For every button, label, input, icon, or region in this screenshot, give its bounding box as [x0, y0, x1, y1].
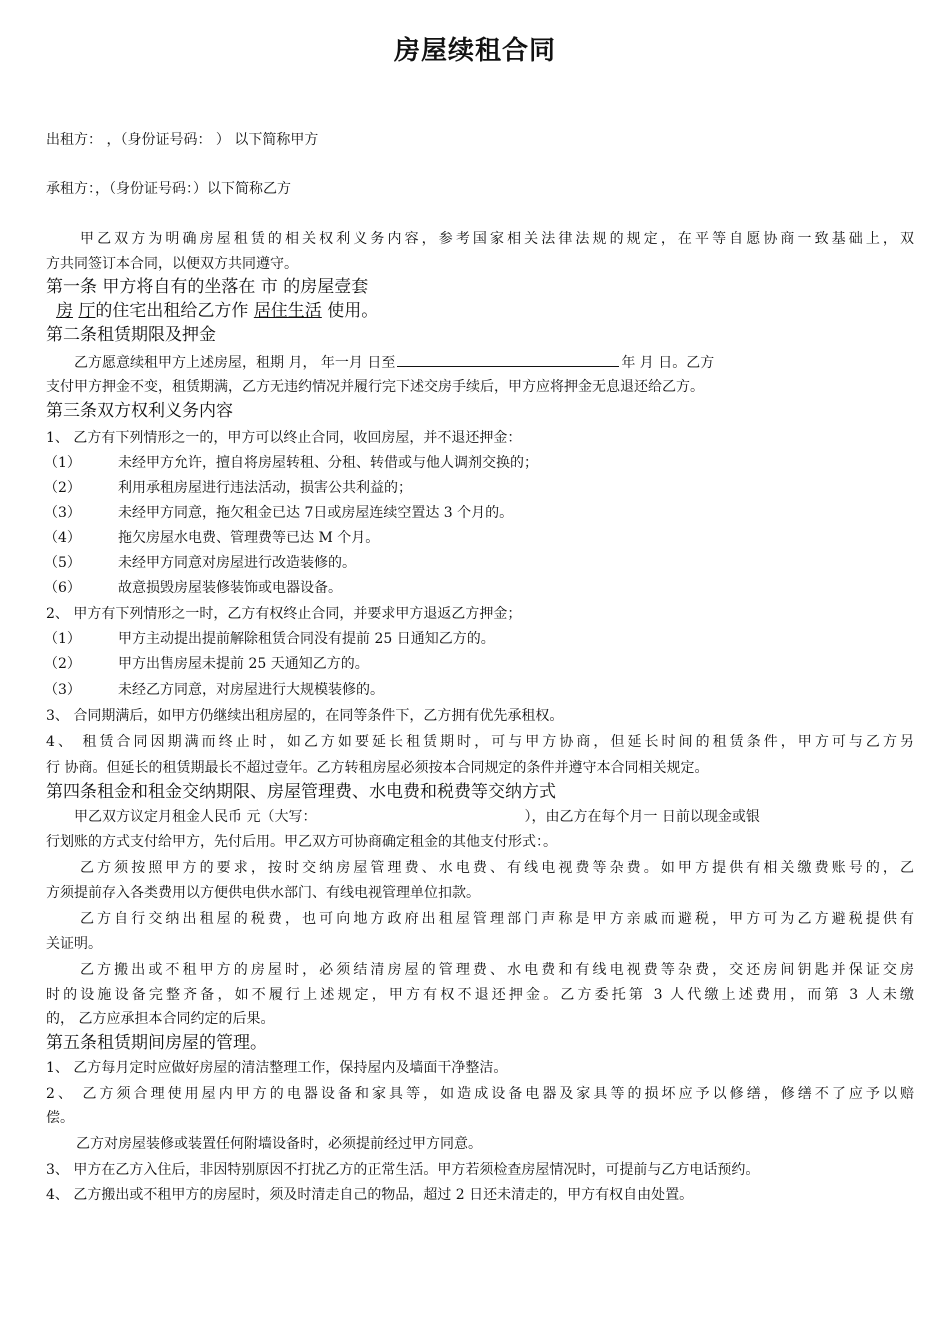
list-item: （6） 故意损毁房屋装修装饰或电器设备。: [44, 580, 342, 596]
list-item: （3） 未经甲方同意，拖欠租金已达 7日或房屋连续空置达 3 个月的。: [44, 505, 514, 521]
article-1-mid-text: 的住宅出租给乙方作: [95, 301, 249, 321]
list-item: （1） 未经甲方允许，擅自将房屋转租、分租、转借或与他人调剂交换的；: [44, 455, 538, 471]
article-3-heading: 第三条双方权利义务内容: [46, 401, 233, 421]
usage-purpose: 居住生活: [253, 301, 322, 321]
article-5-item-4: 4、 乙方搬出或不租甲方的房屋时，须及时清走自己的物品，超过 2 日还未清走的，甲方有权自由处置。: [46, 1187, 694, 1203]
article-1-heading: 第一条 甲方将自有的坐落在 市 的房屋壹套: [46, 277, 369, 297]
article-4-para-2-line-1: 乙方须按照甲方的要求，按时交纳房屋管理费、水电费、有线电视费等杂费。如甲方提供有相关缴费账号的，乙: [80, 860, 914, 876]
payment-due-text: ），由乙方在每个月一 日前以现金或银: [524, 809, 760, 825]
lessee-line: 承租方：，（身份证号码：）以下简称乙方: [46, 181, 291, 197]
monthly-rent-text: 甲乙双方议定月租金人民币 元（大写：: [74, 809, 317, 825]
intro-line-1: 甲乙双方为明确房屋租赁的相关权利义务内容，参考国家相关法律法规的规定，在平等自愿协商一致基础上，双: [80, 231, 914, 247]
intro-line-2: 方共同签订本合同，以便双方共同遵守。: [46, 256, 298, 272]
article-5-item-3: 3、 甲方在乙方入住后，非因特别原因不打扰乙方的正常生活。甲方若须检查房屋情况时，可提前与乙方电话预约。: [46, 1162, 760, 1178]
article-2-line-2: 支付甲方押金不变，租赁期满，乙方无违约情况并履行完下述交房手续后，甲方应将押金无息退还给乙方。: [46, 379, 704, 395]
list-item: （2） 甲方出售房屋未提前 25 天通知乙方的。: [44, 656, 369, 672]
article-3-item-1: 1、 乙方有下列情形之一的，甲方可以终止合同，收回房屋，并不退还押金：: [46, 430, 522, 446]
list-item: （2） 利用承租房屋进行违法活动，损害公共利益的；: [44, 480, 412, 496]
article-4-para-1-line-1: [74, 807, 942, 827]
article-3-item-4-line-2: 行 协商。但延长的租赁期最长不超过壹年。乙方转租房屋必须按本合同规定的条件并遵守本合同相关规定。: [46, 760, 709, 776]
room-count: 房: [56, 301, 73, 321]
article-4-para-1-line-2: 行划账的方式支付给甲方，先付后用。甲乙双方可协商确定租金的其他支付形式：。: [46, 834, 557, 850]
article-5-item-2-line-3: 乙方对房屋装修或装置任何附墙设备时，必须提前经过甲方同意。: [76, 1136, 482, 1152]
article-3-item-4-line-1: 4、 租赁合同因期满而终止时，如乙方如要延长租赁期时，可与甲方协商，但延长时间的租赁条件，甲方可与乙方另: [46, 734, 914, 750]
lessor-line: 出租方： ，（身份证号码： ） 以下简称甲方: [46, 132, 319, 148]
article-4-para-3-line-2: 关证明。: [46, 936, 102, 952]
article-4-para-4-line-2: 时的设施设备完整齐备，如不履行上述规定，甲方有权不退还押金。乙方委托第 3 人代缴上述费用，而第 3 人未缴: [46, 987, 914, 1003]
article-3-item-3: 3、 合同期满后，如甲方仍继续出租房屋的，在同等条件下，乙方拥有优先承租权。: [46, 708, 564, 724]
article-4-para-4-line-1: 乙方搬出或不租甲方的房屋时，必须结清房屋的管理费、水电费和有线电视费等杂费，交还房间钥匙并保证交房: [80, 962, 914, 978]
article-5-heading: 第五条租赁期间房屋的管理。: [46, 1033, 267, 1053]
article-4-para-2-line-2: 方须提前存入各类费用以方便供电供水部门、有线电视管理单位扣款。: [46, 885, 480, 901]
article-4-para-3-line-1: 乙方自行交纳出租屋的税费，也可向地方政府出租屋管理部门声称是甲方亲戚而避税，甲方可为乙方避税提供有: [80, 911, 914, 927]
article-3-item-2: 2、 甲方有下列情形之一时，乙方有权终止合同，并要求甲方退返乙方押金；: [46, 606, 522, 622]
article-1-tail-text: 使用。: [327, 301, 379, 321]
article-5-item-1: 1、 乙方每月定时应做好房屋的清洁整理工作，保持屋内及墙面干净整洁。: [46, 1060, 508, 1076]
article-2-heading: 第二条租赁期限及押金: [46, 325, 216, 345]
article-4-heading: 第四条租金和租金交纳期限、房屋管理费、水电费和税费等交纳方式: [46, 782, 556, 802]
article-2-line-1: [74, 352, 942, 373]
article-5-item-2-line-2: 偿。: [46, 1110, 74, 1126]
lease-end-text: 年 月 日。乙方: [621, 355, 715, 371]
article-1-line-2: [56, 300, 924, 322]
document-title: 房屋续租合同: [393, 36, 556, 66]
list-item: （4） 拖欠房屋水电费、管理费等已达 M 个月。: [44, 530, 380, 546]
list-item: （5） 未经甲方同意对房屋进行改造装修的。: [44, 555, 356, 571]
article-4-para-4-line-3: 的， 乙方应承担本合同约定的后果。: [46, 1011, 275, 1027]
article-5-item-2-line-1: 2、 乙方须合理使用屋内甲方的电器设备和家具等，如造成设备电器及家具等的损坏应予以修缮，修缮不了应予以赔: [46, 1086, 914, 1102]
hall-count: 厅: [78, 301, 96, 321]
lease-term-text: 乙方愿意续租甲方上述房屋，租期 月， 年一月 日至: [74, 355, 396, 371]
list-item: （3） 未经乙方同意，对房屋进行大规模装修的。: [44, 682, 384, 698]
end-date-blank: [397, 352, 619, 367]
list-item: （1） 甲方主动提出提前解除租赁合同没有提前 25 日通知乙方的。: [44, 631, 495, 647]
